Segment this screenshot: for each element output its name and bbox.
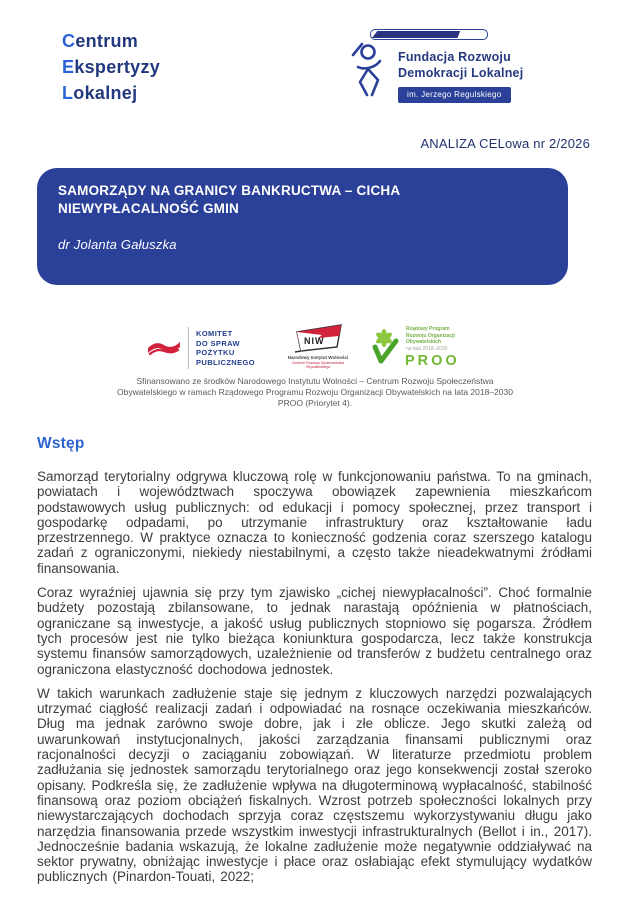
body-text [37,469,592,894]
frdl-person-icon [350,41,392,107]
proo-years-line: na lata 2018–2030 [406,345,448,352]
niw-subcaption: Centrum Rozwoju Społeczeństwa Obywatelskiego [291,361,345,369]
frdl-name-line2: Demokracji Lokalnej [398,66,524,80]
proo-logo [368,322,478,374]
title-banner [37,168,568,285]
proo-text-line: Obywatelskich [406,339,442,345]
frdl-badge: im. Jerzego Regulskiego [398,87,511,103]
proo-text-line: Rozwoju Organizacji [406,332,455,339]
proo-program-text [406,326,455,352]
komitet-flag-icon [147,337,181,359]
niw-caption: Narodowy Instytut Wolności [287,355,349,360]
niw-flag-wrap [287,323,349,353]
cel-logo-line [62,54,160,80]
proo-asterisk-icon [368,325,400,367]
paragraph: W takich warunkach zadłużenie staje się jednym z kluczowych narzędzi pozwalających utrzymać ciągłość realizacji zadań i odpowiadać na rosnące oczekiwania mieszkańców. Dług ma jednak zarówno swoje dobre, jak i złe oblicze. Jego skutki zależą od uwarunkowań instytucjonalnych, jakości zarządzania finansami publicznymi oraz racjonalności decyzji o zaciąganiu zobowiązań. W literaturze przedmiotu problem zadłużania się jednostek samorządu terytorialnego oraz jego konsekwencji został szeroko opisany. Podkreśla się, że zadłużenie wpływa na długoterminową wypłacalność, stabilność finansową oraz poziom obciążeń fiskalnych. Wzrost potrzeb społeczności lokalnych przy niewystarczających dochodach sprzyja coraz częstszemu wykorzystywaniu długu jako narzędzia finansowania przede wszystkim inwestycji infrastrukturalnych (Bellot i in., 2017). Jednocześnie badania wskazują, że lokalne zadłużenie może negatywnie oddziaływać na sektor prywatny, obniżając inwestycje i płace oraz osłabiając efekt stymulujący wydatków publicznych (Pinardon-Touati, 2022; [37,685,592,885]
cel-logo-accent-letter: C [62,31,76,51]
cel-logo-line [62,80,160,106]
komitet-text-line: POŻYTKU [196,348,235,357]
komitet-text-line: KOMITET [196,329,233,338]
proo-text-line: Rządowy Program [406,326,450,332]
paragraph: Coraz wyraźniej ujawnia się przy tym zjawisko „cichej niewypłacalności”. Choć formalnie budżety pozostają zbilansowane, to jednak narastają opóźnienia w płatnościach, ograniczane są inwestycje, a jakość usług publicznych stopniowo się pogarsza. Źródłem tych procesów jest nie tylko bieżąca koniunktura gospodarcza, lecz także konstrukcja systemu finansów samorządowych, uzależnienie od transferów z budżetu centralnego oraz ograniczona elastyczność dochodowa jednostek. [37,585,592,677]
komitet-text-line: PUBLICZNEGO [196,357,255,367]
frdl-logo [350,28,590,112]
cel-logo-word: entrum [75,31,139,51]
komitet-divider [188,327,189,369]
cel-logo-line [62,28,160,54]
proo-acronym: PROO [405,353,460,369]
cel-logo-accent-letter: E [62,57,75,77]
niw-acronym: NIW [304,336,325,346]
cel-logo-word: kspertyzy [74,57,161,77]
frdl-progress-bar-icon [370,29,488,40]
komitet-logo [147,327,255,369]
funding-note: Sfinansowano ze środków Narodowego Instytutu Wolności – Centrum Rozwoju Społeczeństwa Obywatelskiego w ramach Rządowego Programu Rozwoju Organizacji Obywatelskich na lata 2018–2030 PROO (Priorytet 4). [117,376,513,408]
cel-logo-accent-letter: L [62,83,74,103]
sponsor-logos-row [0,322,629,374]
komitet-text [196,329,255,367]
document-author: dr Jolanta Gałuszka [58,237,177,252]
paragraph: Samorząd terytorialny odgrywa kluczową rolę w funkcjonowaniu państwa. To na gminach, powiatach i województwach spoczywa obowiązek zapewnienia mieszkańcom podstawowych usług publicznych: od edukacji i pomocy społecznej, przez transport i gospodarkę odpadami, po utrzymanie infrastruktury oraz kształtowanie ładu przestrzennego. W praktyce oznacza to konieczność godzenia coraz szerszego katalogu zadań z ograniczonymi, niekiedy niestabilnymi, a często także nieadekwatnymi źródłami finansowania. [37,469,592,576]
cel-logo [62,28,160,106]
frdl-name [398,49,523,81]
section-heading: Wstęp [37,435,85,452]
komitet-text-line: DO SPRAW [196,338,241,348]
frdl-progress-bar-fill [372,31,460,38]
niw-logo [287,323,349,369]
frdl-name-line1: Fundacja Rozwoju [398,50,511,64]
cel-logo-word: okalnej [73,83,138,103]
issue-label: ANALIZA CELowa nr 2/2026 [420,136,590,151]
document-title: SAMORZĄDY NA GRANICY BANKRUCTWA – CICHA NIEWYPŁACALNOŚĆ GMIN [58,183,400,216]
